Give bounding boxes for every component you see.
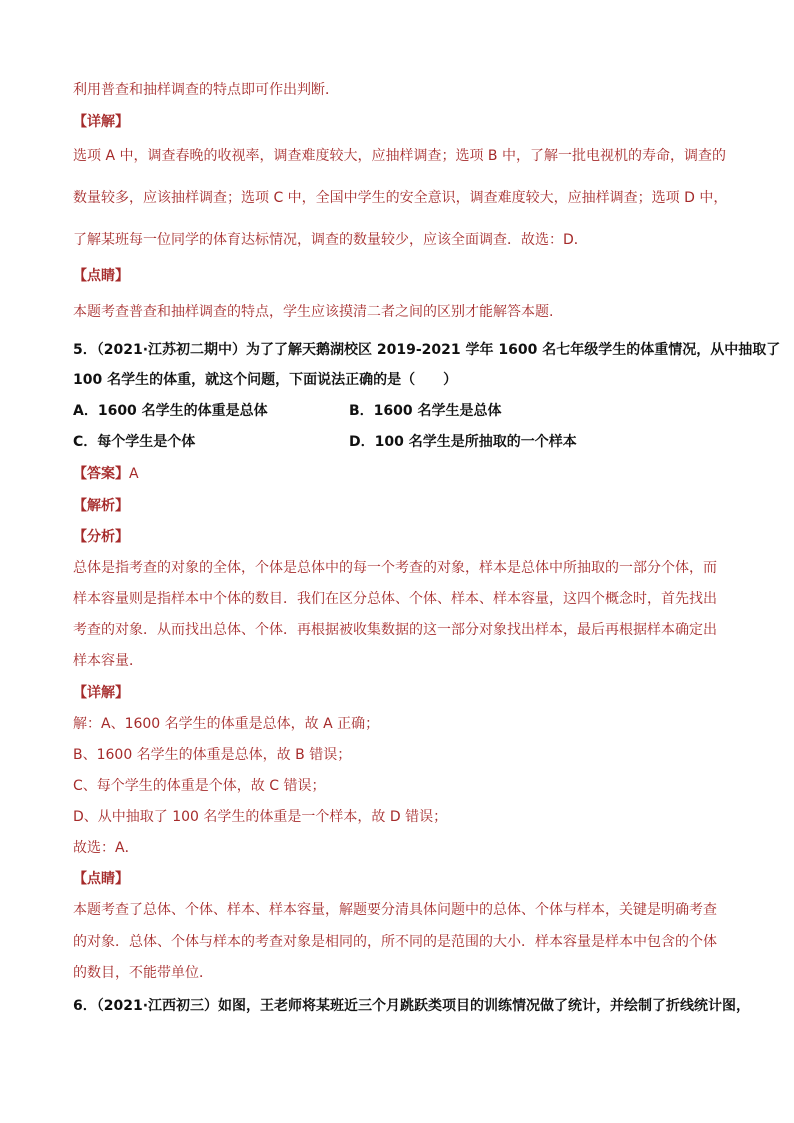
q5-review-line: 本题考查了总体、个体、样本、样本容量，解题要分清具体问题中的总体、个体与样本，关键是明确考查	[73, 902, 717, 918]
q5-detail-line: D、从中抽取了 100 名学生的体重是一个样本，故 D 错误；	[73, 809, 448, 825]
q4-detail-line: 了解某班每一位同学的体育达标情况，调查的数量较少，应该全面调查．故选：D．	[73, 232, 588, 248]
q5-option-d: D．100 名学生是所抽取的一个样本	[349, 434, 577, 450]
q5-detail-line: B、1600 名学生的体重是总体，故 B 错误；	[73, 747, 352, 763]
q5-fenxi-line: 样本容量则是指样本中个体的数目．我们在区分总体、个体、样本、样本容量，这四个概念时，首先找出	[73, 591, 717, 607]
q4-review-text: 本题考查普查和抽样调查的特点，学生应该摸清二者之间的区别才能解答本题.	[73, 304, 554, 320]
q5-stem-line: 5．（2021·江苏初二期中）为了了解天鹅湖校区 2019-2021 学年 1600 名七年级学生的体重情况，从中抽取了	[73, 342, 781, 358]
q5-stem-line: 100 名学生的体重，就这个问题，下面说法正确的是（ ）	[73, 372, 458, 388]
q5-option-a: A．1600 名学生的体重是总体	[73, 403, 268, 419]
q4-intro: 利用普查和抽样调查的特点即可作出判断．	[73, 82, 339, 98]
q6-stem-line: 6．（2021·江西初三）如图，王老师将某班近三个月跳跃类项目的训练情况做了统计，并绘制了折线统计图，	[73, 998, 751, 1014]
q5-review-line: 的数目，不能带单位．	[73, 965, 213, 981]
q5-option-b: B．1600 名学生是总体	[349, 403, 502, 419]
q4-detail-tag: 【详解】	[73, 114, 129, 130]
q5-answer-tag: 【答案】	[73, 466, 129, 482]
q5-fenxi-line: 考查的对象．从而找出总体、个体．再根据被收集数据的这一部分对象找出样本，最后再根据样本确定出	[73, 622, 717, 638]
q5-fenxi-tag: 【分析】	[73, 529, 129, 545]
q5-review-tag: 【点睛】	[73, 871, 129, 887]
q5-detail-line: 故选：A．	[73, 840, 139, 856]
q5-review-line: 的对象．总体、个体与样本的考查对象是相同的，所不同的是范围的大小．样本容量是样本中包含的个体	[73, 934, 717, 950]
q5-detail-tag: 【详解】	[73, 685, 129, 701]
q5-fenxi-line: 样本容量．	[73, 653, 143, 669]
q4-detail-line: 选项 A 中，调查春晚的收视率，调查难度较大，应抽样调查；选项 B 中，了解一批电视机的寿命，调查的	[73, 148, 726, 164]
q4-review-tag: 【点睛】	[73, 268, 129, 284]
q5-detail-line: 解：A、1600 名学生的体重是总体，故 A 正确；	[73, 716, 380, 732]
q5-detail-line: C、每个学生的体重是个体，故 C 错误；	[73, 778, 326, 794]
q5-fenxi-line: 总体是指考查的对象的全体，个体是总体中的每一个考查的对象，样本是总体中所抽取的一部分个体，而	[73, 560, 717, 576]
q5-analysis-tag: 【解析】	[73, 498, 129, 514]
q4-detail-line: 数量较多，应该抽样调查；选项 C 中，全国中学生的安全意识，调查难度较大，应抽样调查；选项 D 中，	[73, 190, 728, 206]
q5-answer-value: A	[129, 466, 139, 482]
q5-answer-row	[73, 464, 734, 484]
q5-option-c: C．每个学生是个体	[73, 434, 196, 450]
